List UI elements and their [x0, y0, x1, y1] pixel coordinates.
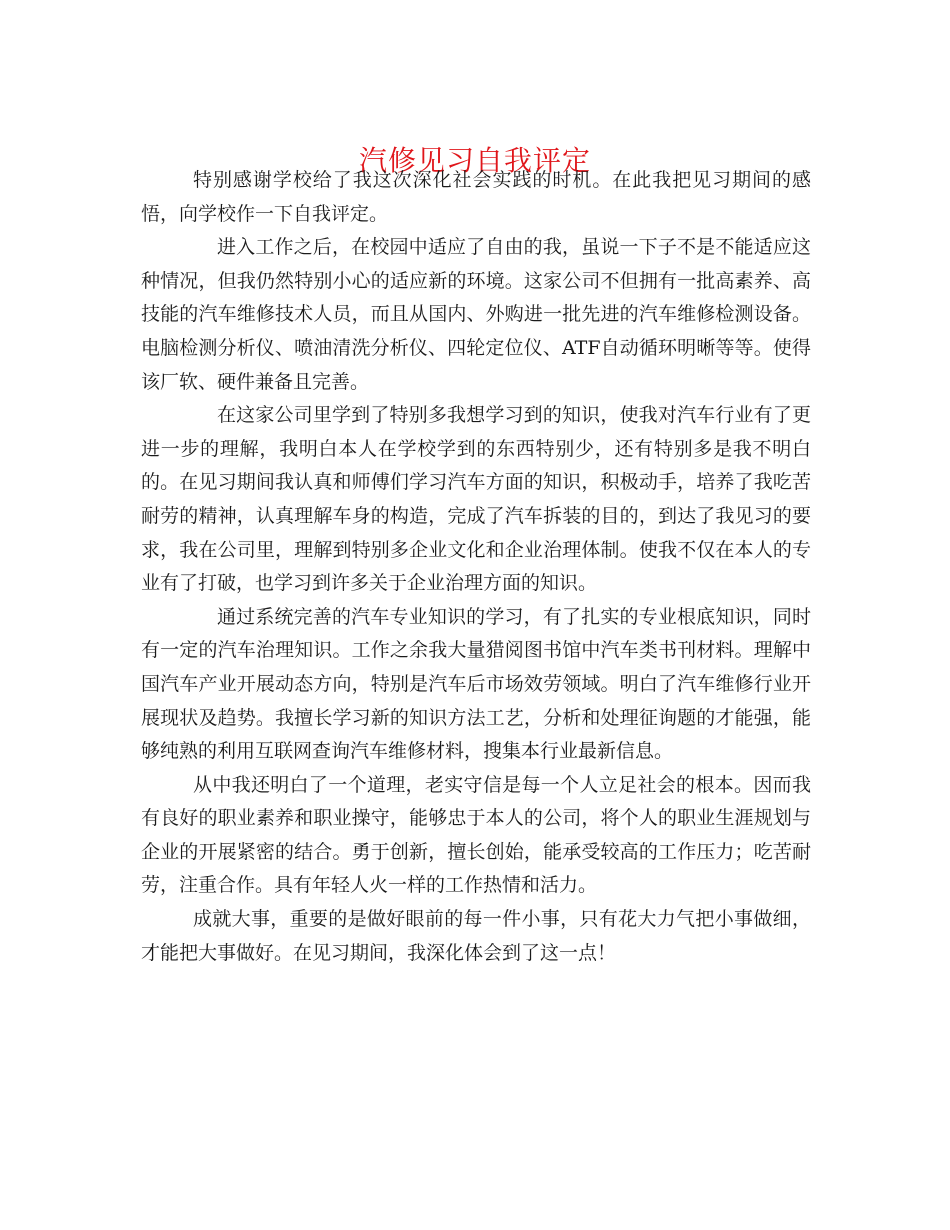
paragraph-1: 特别感谢学校给了我这次深化社会实践的时机。在此我把见习期间的感悟，向学校作一下自我评定。: [141, 169, 811, 225]
paragraph-6: 成就大事，重要的是做好眼前的每一件小事，只有花大力气把小事做细，才能把大事做好。在见习期间，我深化体会到了这一点！: [141, 908, 811, 964]
paragraph-3: 在这家公司里学到了特别多我想学习到的知识，使我对汽车行业有了更进一步的理解，我明白本人在学校学到的东西特别少，还有特别多是我不明白的。在见习期间我认真和师傅们学习汽车方面的知识，积极动手，培养了我吃苦耐劳的精神，认真理解车身的构造，完成了汽车拆装的目的，到达了我见习的要求，我在公司里，理解到特别多企业文化和企业治理体制。使我不仅在本人的专业有了打破，也学习到许多关于企业治理方面的知识。: [141, 404, 811, 595]
paragraph-2: 进入工作之后，在校园中适应了自由的我，虽说一下子不是不能适应这种情况，但我仍然特别小心的适应新的环境。这家公司不但拥有一批高素养、高技能的汽车维修技术人员，而且从国内、外购进一批先进的汽车维修检测设备。电脑检测分析仪、喷油清洗分析仪、四轮定位仪、ATF自动循环明晰等等。使得该厂软、硬件兼备且完善。: [141, 236, 811, 393]
paragraph-5: 从中我还明白了一个道理，老实守信是每一个人立足社会的根本。因而我有良好的职业素养和职业操守，能够忠于本人的公司，将个人的职业生涯规划与企业的开展紧密的结合。勇于创新，擅长创始，能承受较高的工作压力；吃苦耐劳，注重合作。具有年轻人火一样的工作热情和活力。: [141, 773, 811, 897]
document-title: 汽修见习自我评定: [358, 143, 591, 177]
paragraph-4: 通过系统完善的汽车专业知识的学习，有了扎实的专业根底知识，同时有一定的汽车治理知识。工作之余我大量猎阅图书馆中汽车类书刊材料。理解中国汽车产业开展动态方向，特别是汽车后市场效劳领域。明白了汽车维修行业开展现状及趋势。我擅长学习新的知识方法工艺，分析和处理征询题的才能强，能够纯熟的利用互联网查询汽车维修材料，搜集本行业最新信息。: [141, 605, 811, 763]
document-body: [141, 164, 811, 970]
